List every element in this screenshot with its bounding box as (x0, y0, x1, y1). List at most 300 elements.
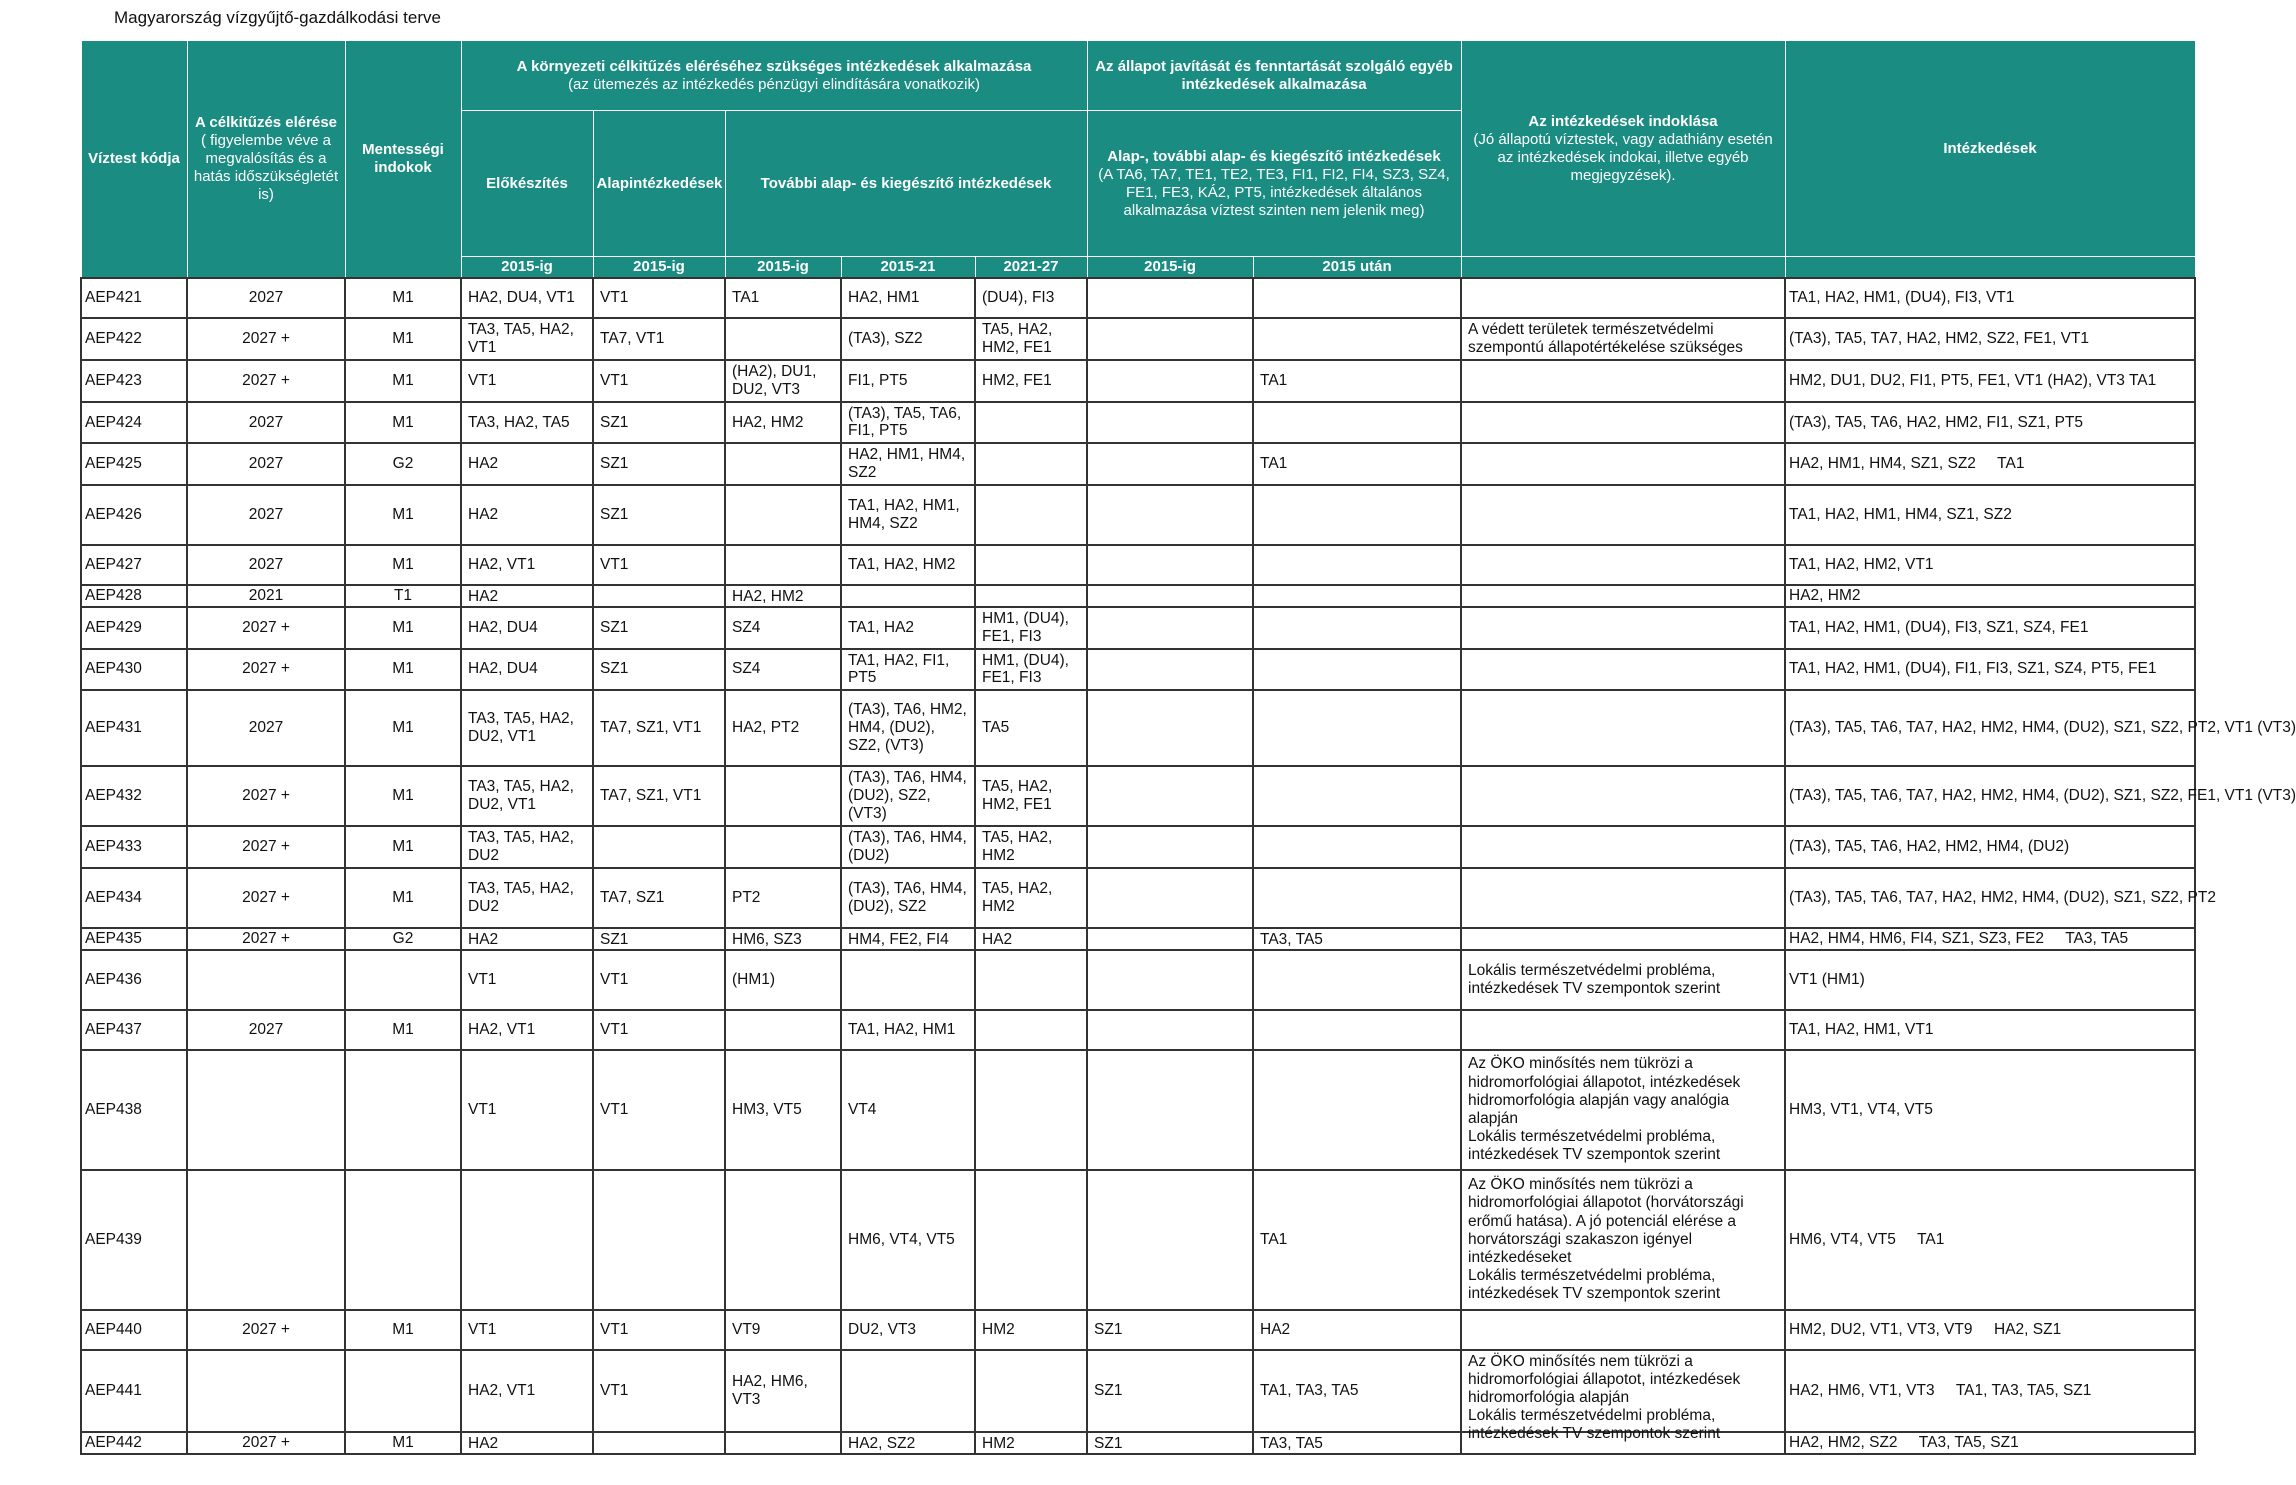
table-row (81, 766, 2195, 826)
further-2021-27-cell (975, 402, 1087, 444)
measures-summary-cell: TA1, HA2, HM1, (DU4), FI3, SZ1, SZ4, FE1 (1785, 607, 2195, 649)
justification (1465, 421, 1781, 423)
table-row (81, 1170, 2195, 1310)
viztest-code-cell: AEP427 (81, 545, 187, 585)
further-2015-21: (TA3), TA6, HM4, (DU2), SZ2 (848, 879, 967, 915)
prep-2015: VT1 (468, 1320, 497, 1338)
further-2015: HM6, SZ3 (732, 930, 802, 948)
further-2015-cell (725, 1350, 841, 1432)
other-after-2015 (1257, 564, 1457, 566)
goal-year-cell: 2027 + (187, 766, 345, 826)
exemption-code-cell: M1 (345, 649, 461, 691)
prep-2015: HA2, DU4, VT1 (468, 289, 575, 307)
other-after-2015: TA1 (1260, 455, 1288, 473)
other-after-2015 (1257, 1029, 1457, 1031)
other-2015 (1091, 463, 1249, 465)
other-after-2015 (1257, 1109, 1457, 1111)
other-after-2015-cell (1253, 402, 1461, 444)
goal-year-cell: 2027 + (187, 649, 345, 691)
further-2015-21-cell (841, 485, 975, 545)
further-2015-21 (845, 979, 971, 981)
other-after-2015-cell (1253, 690, 1461, 766)
further-2015-21: HA2, HM1, HM4, SZ2 (848, 446, 966, 482)
table-row (81, 607, 2195, 649)
further-2015-21: HM6, VT4, VT5 (848, 1230, 955, 1248)
prep-2015-cell (461, 690, 593, 766)
further-2021-27-cell (975, 278, 1087, 318)
further-2015-cell (725, 928, 841, 950)
justification (1465, 1029, 1781, 1031)
measures-summary-cell: (TA3), TA5, TA6, HA2, HM2, FI1, SZ1, PT5 (1785, 402, 2195, 444)
goal-year-cell (187, 950, 345, 1010)
table-row (81, 360, 2195, 402)
further-2021-27 (979, 979, 1083, 981)
further-2021-27-cell (975, 1350, 1087, 1432)
justification-cell (1461, 1010, 1785, 1050)
other-2015 (1091, 897, 1249, 899)
measures-summary-cell: HM3, VT1, VT4, VT5 (1785, 1050, 2195, 1170)
basic-2015-cell (593, 485, 725, 545)
prep-2015-cell (461, 950, 593, 1010)
further-2015-21-cell (841, 360, 975, 402)
table-row (81, 649, 2195, 691)
basic-2015-cell (593, 1050, 725, 1170)
further-2015-21 (845, 1390, 971, 1392)
measures-summary-cell: TA1, HA2, HM1, VT1 (1785, 1010, 2195, 1050)
further-2015-21-cell (841, 766, 975, 826)
further-2015-cell (725, 1310, 841, 1350)
other-after-2015: TA1 (1260, 1230, 1288, 1248)
other-2015-cell (1087, 868, 1253, 928)
other-after-2015 (1257, 595, 1457, 597)
prep-2015-cell (461, 485, 593, 545)
other-2015-cell (1087, 545, 1253, 585)
goal-year-cell (187, 1170, 345, 1310)
further-2015-21-cell (841, 868, 975, 928)
basic-2015: SZ1 (600, 660, 629, 678)
further-2015: HA2, HM2 (732, 587, 804, 605)
further-2021-27-cell (975, 318, 1087, 360)
basic-2015-cell (593, 868, 725, 928)
further-2015-21-cell (841, 1010, 975, 1050)
goal-year-cell: 2021 (187, 585, 345, 607)
further-2021-27-cell (975, 545, 1087, 585)
further-2015-21 (845, 595, 971, 597)
other-2015-cell (1087, 585, 1253, 607)
goal-year-cell: 2027 (187, 443, 345, 485)
further-2015-cell (725, 950, 841, 1010)
other-2015-cell (1087, 950, 1253, 1010)
year-header-blank (1785, 257, 2195, 279)
other-2015 (1091, 795, 1249, 797)
further-2021-27-cell (975, 1170, 1087, 1310)
col-header-intezkedesek: Intézkedések (1785, 41, 2195, 257)
viztest-code-cell: AEP431 (81, 690, 187, 766)
exemption-code-cell: T1 (345, 585, 461, 607)
goal-year-cell: 2027 (187, 278, 345, 318)
table-row (81, 690, 2195, 766)
col-header-viztest-kodja: Víztest kódja (81, 41, 187, 279)
other-after-2015-cell (1253, 649, 1461, 691)
justification-cell (1461, 485, 1785, 545)
col-group-allapot: Az állapot javítását és fenntartását szolgáló egyéb intézkedések alkalmazása (1087, 41, 1461, 111)
justification-cell (1461, 545, 1785, 585)
basic-2015-cell (593, 1350, 725, 1432)
measures-summary-cell: (TA3), TA5, TA6, HA2, HM2, HM4, (DU2) (1785, 826, 2195, 868)
other-2015-cell (1087, 1310, 1253, 1350)
other-2015-cell (1087, 766, 1253, 826)
basic-2015: VT1 (600, 1320, 629, 1338)
goal-year-cell: 2027 + (187, 607, 345, 649)
further-2021-27-cell (975, 485, 1087, 545)
alap-tovabbi-subtitle: (A TA6, TA7, TE1, TE2, TE3, FI1, FI2, FI4, SZ3, SZ4, FE1, FE3, KÁ2, PT5, intézkedések általános alkalmazása víztest szinten nem jelenik meg) (1098, 165, 1450, 219)
year-header: 2015-21 (841, 257, 975, 279)
goal-year-cell: 2027 (187, 402, 345, 444)
viztest-code-cell: AEP440 (81, 1310, 187, 1350)
other-2015-cell (1087, 443, 1253, 485)
further-2021-27 (979, 1029, 1083, 1031)
other-after-2015-cell (1253, 1350, 1461, 1432)
basic-2015: SZ1 (600, 930, 629, 948)
other-after-2015 (1257, 668, 1457, 670)
further-2021-27 (979, 1390, 1083, 1392)
table-row (81, 1050, 2195, 1170)
measures-summary-cell: TA1, HA2, HM1, (DU4), FI3, VT1 (1785, 278, 2195, 318)
other-2015-cell (1087, 1350, 1253, 1432)
justification-cell (1461, 950, 1785, 1010)
further-2015-21: HM4, FE2, FI4 (848, 930, 949, 948)
celkituzes-title: A célkitűzés elérése (194, 114, 338, 131)
prep-2015: HA2, DU4 (468, 618, 538, 636)
other-2015-cell (1087, 318, 1253, 360)
viztest-code-cell: AEP441 (81, 1350, 187, 1432)
further-2015-cell (725, 318, 841, 360)
kornyezeti-title: A környezeti célkitűzés eléréséhez szükséges intézkedések alkalmazása (516, 57, 1032, 75)
other-2015 (1091, 1029, 1249, 1031)
prep-2015: TA3, TA5, HA2, DU2, VT1 (468, 778, 574, 814)
prep-2015: TA3, TA5, HA2, DU2, VT1 (468, 710, 574, 746)
further-2021-27: (DU4), FI3 (982, 289, 1055, 307)
other-after-2015-cell (1253, 826, 1461, 868)
further-2015-21-cell (841, 318, 975, 360)
measures-summary-cell: VT1 (HM1) (1785, 950, 2195, 1010)
prep-2015: HA2 (468, 587, 499, 605)
further-2015-21: TA1, HA2 (848, 618, 915, 636)
table-row (81, 402, 2195, 444)
other-after-2015-cell (1253, 278, 1461, 318)
further-2015 (729, 514, 837, 516)
celkituzes-subtitle: ( figyelembe véve a megvalósítás és a hatás időszükségletét is) (193, 132, 339, 203)
further-2015-21-cell (841, 1432, 975, 1454)
viztest-code-cell: AEP430 (81, 649, 187, 691)
measures-summary-cell: HA2, HM2, SZ2 TA3, TA5, SZ1 (1785, 1432, 2195, 1454)
other-after-2015: TA3, TA5 (1260, 930, 1323, 948)
further-2021-27-cell (975, 950, 1087, 1010)
further-2015: HA2, HM2 (732, 413, 804, 431)
goal-year-cell: 2027 + (187, 826, 345, 868)
other-after-2015-cell (1253, 318, 1461, 360)
further-2015-21: (TA3), TA6, HM4, (DU2) (848, 829, 967, 864)
prep-2015: HA2, VT1 (468, 1381, 536, 1399)
further-2015: HA2, PT2 (732, 719, 800, 737)
table-row (81, 950, 2195, 1010)
further-2015-21-cell (841, 1350, 975, 1432)
justification (1465, 463, 1781, 465)
further-2021-27: TA5, HA2, HM2, FE1 (982, 321, 1053, 356)
further-2015: HM3, VT5 (732, 1100, 802, 1118)
basic-2015 (597, 1442, 721, 1444)
justification-cell (1461, 318, 1785, 360)
further-2021-27-cell (975, 1310, 1087, 1350)
col-header-mentessegi: Mentességi indokok (345, 41, 461, 279)
justification (1465, 897, 1781, 899)
further-2015-cell (725, 607, 841, 649)
prep-2015: HA2, VT1 (468, 1020, 536, 1038)
further-2021-27-cell (975, 360, 1087, 402)
further-2021-27-cell (975, 585, 1087, 607)
justification (1465, 1329, 1781, 1331)
justification (1465, 668, 1781, 670)
further-2021-27-cell (975, 868, 1087, 928)
prep-2015-cell (461, 1050, 593, 1170)
year-header: 2015-ig (593, 257, 725, 279)
other-after-2015: HA2 (1260, 1320, 1291, 1338)
other-2015 (1091, 338, 1249, 340)
other-2015 (1091, 846, 1249, 848)
further-2015-cell (725, 485, 841, 545)
basic-2015-cell (593, 278, 725, 318)
other-after-2015: TA1 (1260, 371, 1288, 389)
other-2015 (1091, 564, 1249, 566)
prep-2015 (465, 1239, 589, 1241)
other-after-2015-cell (1253, 443, 1461, 485)
basic-2015-cell (593, 607, 725, 649)
prep-2015: VT1 (468, 371, 497, 389)
exemption-code-cell: M1 (345, 826, 461, 868)
table-header (81, 41, 2195, 279)
basic-2015 (597, 846, 721, 848)
justification-cell (1461, 278, 1785, 318)
year-header: 2015-ig (461, 257, 593, 279)
col-group-kornyezeti (461, 41, 1087, 111)
basic-2015-cell (593, 1432, 725, 1454)
further-2021-27-cell (975, 690, 1087, 766)
further-2015-21-cell (841, 278, 975, 318)
table-row (81, 545, 2195, 585)
other-2015: SZ1 (1094, 1320, 1123, 1338)
further-2015-cell (725, 766, 841, 826)
basic-2015-cell (593, 1010, 725, 1050)
table-row (81, 1310, 2195, 1350)
other-after-2015 (1257, 727, 1457, 729)
other-after-2015-cell (1253, 607, 1461, 649)
further-2015: SZ4 (732, 660, 761, 678)
justification-cell (1461, 1050, 1785, 1170)
other-2015 (1091, 595, 1249, 597)
prep-2015-cell (461, 1350, 593, 1432)
exemption-code-cell: M1 (345, 766, 461, 826)
other-2015 (1091, 979, 1249, 981)
other-after-2015-cell (1253, 545, 1461, 585)
basic-2015-cell (593, 826, 725, 868)
other-after-2015-cell (1253, 1310, 1461, 1350)
other-2015-cell (1087, 649, 1253, 691)
further-2015-cell (725, 1050, 841, 1170)
prep-2015-cell (461, 360, 593, 402)
prep-2015-cell (461, 443, 593, 485)
basic-2015: SZ1 (600, 413, 629, 431)
further-2015 (729, 1239, 837, 1241)
further-2015-21: FI1, PT5 (848, 371, 908, 389)
exemption-code-cell: M1 (345, 1310, 461, 1350)
further-2021-27: TA5 (982, 719, 1010, 737)
basic-2015-cell (593, 318, 725, 360)
justification (1465, 1442, 1781, 1444)
prep-2015-cell (461, 826, 593, 868)
justification: Az ÖKO minősítés nem tükrözi a hidromorfológiai állapotot, intézkedések hidromorfológia alapján vagy analógia alapján Lokális természetvédelmi probléma, intézkedések TV szempontok szerint (1468, 1055, 1741, 1163)
justification (1465, 595, 1781, 597)
further-2015-21: TA1, HA2, HM1, HM4, SZ2 (848, 497, 960, 532)
other-after-2015 (1257, 846, 1457, 848)
justification (1465, 627, 1781, 629)
col-header-indoklas (1461, 41, 1785, 257)
other-2015-cell (1087, 278, 1253, 318)
further-2021-27: HM1, (DU4), FE1, FI3 (982, 609, 1069, 645)
other-after-2015: TA3, TA5 (1260, 1434, 1323, 1452)
further-2021-27 (979, 595, 1083, 597)
other-after-2015 (1257, 979, 1457, 981)
further-2021-27: HM2 (982, 1320, 1015, 1338)
other-2015 (1091, 380, 1249, 382)
basic-2015-cell (593, 649, 725, 691)
justification-cell (1461, 690, 1785, 766)
further-2015-cell (725, 826, 841, 868)
further-2015-21-cell (841, 950, 975, 1010)
further-2015 (729, 338, 837, 340)
further-2021-27: HM2, FE1 (982, 371, 1052, 389)
viztest-code-cell: AEP423 (81, 360, 187, 402)
measures-summary-cell: HA2, HM1, HM4, SZ1, SZ2 TA1 (1785, 443, 2195, 485)
justification-cell (1461, 1432, 1785, 1454)
further-2015 (729, 463, 837, 465)
other-2015 (1091, 421, 1249, 423)
further-2021-27-cell (975, 443, 1087, 485)
exemption-code-cell: M1 (345, 545, 461, 585)
justification-cell (1461, 585, 1785, 607)
further-2015-cell (725, 443, 841, 485)
other-2015-cell (1087, 402, 1253, 444)
further-2015-21-cell (841, 585, 975, 607)
indoklas-subtitle: (Jó állapotú víztestek, vagy adathiány esetén az intézkedések indokai, illetve egyéb megjegyzések). (1473, 130, 1773, 184)
table-row (81, 1010, 2195, 1050)
further-2015-21: TA1, HA2, HM1 (848, 1020, 956, 1038)
prep-2015-cell (461, 868, 593, 928)
other-2015-cell (1087, 360, 1253, 402)
other-after-2015 (1257, 795, 1457, 797)
kornyezeti-subtitle: (az ütemezés az intézkedés pénzügyi elindítására vonatkozik) (568, 75, 980, 93)
goal-year-cell (187, 1050, 345, 1170)
exemption-code-cell: M1 (345, 607, 461, 649)
further-2021-27: TA5, HA2, HM2 (982, 829, 1053, 864)
exemption-code-cell: M1 (345, 690, 461, 766)
basic-2015: SZ1 (600, 505, 629, 523)
other-2015 (1091, 668, 1249, 670)
other-2015 (1091, 627, 1249, 629)
other-2015-cell (1087, 1170, 1253, 1310)
basic-2015: VT1 (600, 970, 629, 988)
exemption-code-cell (345, 950, 461, 1010)
further-2015-21: DU2, VT3 (848, 1320, 917, 1338)
justification: Lokális természetvédelmi probléma, intézkedések TV szempontok szerint (1468, 961, 1721, 997)
further-2015-21-cell (841, 649, 975, 691)
exemption-code-cell: G2 (345, 443, 461, 485)
basic-2015: SZ1 (600, 455, 629, 473)
other-after-2015: TA1, TA3, TA5 (1260, 1381, 1359, 1399)
measures-summary-cell: (TA3), TA5, TA6, TA7, HA2, HM2, HM4, (DU2), SZ1, SZ2, FE1, VT1 (VT3) (1785, 766, 2195, 826)
exemption-code-cell: M1 (345, 1432, 461, 1454)
prep-2015: HA2 (468, 930, 499, 948)
exemption-code-cell: M1 (345, 868, 461, 928)
further-2015-21: (TA3), SZ2 (848, 330, 923, 348)
basic-2015: TA7, SZ1, VT1 (600, 719, 702, 737)
further-2015-21: (TA3), TA5, TA6, FI1, PT5 (848, 404, 962, 440)
further-2015-21: TA1, HA2, FI1, PT5 (848, 651, 950, 687)
further-2015-21-cell (841, 826, 975, 868)
justification-cell (1461, 649, 1785, 691)
basic-2015-cell (593, 585, 725, 607)
prep-2015-cell (461, 402, 593, 444)
goal-year-cell: 2027 + (187, 868, 345, 928)
col-header-elokeszites: Előkészítés (461, 111, 593, 257)
other-2015 (1091, 727, 1249, 729)
further-2021-27-cell (975, 928, 1087, 950)
prep-2015: VT1 (468, 1100, 497, 1118)
further-2021-27 (979, 1239, 1083, 1241)
other-2015-cell (1087, 485, 1253, 545)
justification: Az ÖKO minősítés nem tükrözi a hidromorfológiai állapotot (horvátországi erőmű hatása). A jó potenciál elérése a horvátországi szakaszon igényel intézkedéseket Lokális természetvédelmi probléma, intézkedések TV szempontok szerint (1468, 1176, 1744, 1303)
prep-2015: HA2 (468, 455, 499, 473)
basic-2015: TA7, VT1 (600, 330, 665, 348)
further-2021-27-cell (975, 649, 1087, 691)
prep-2015-cell (461, 585, 593, 607)
basic-2015-cell (593, 443, 725, 485)
other-2015-cell (1087, 1010, 1253, 1050)
justification (1465, 846, 1781, 848)
viztest-code-cell: AEP421 (81, 278, 187, 318)
further-2021-27 (979, 421, 1083, 423)
table-row (81, 826, 2195, 868)
justification-cell (1461, 928, 1785, 950)
further-2015-cell (725, 585, 841, 607)
measures-summary-cell: HM2, DU2, VT1, VT3, VT9 HA2, SZ1 (1785, 1310, 2195, 1350)
further-2015-21-cell (841, 1050, 975, 1170)
other-2015-cell (1087, 1432, 1253, 1454)
further-2015: HA2, HM6, VT3 (732, 1372, 808, 1408)
basic-2015-cell (593, 545, 725, 585)
viztest-code-cell: AEP425 (81, 443, 187, 485)
table-row (81, 868, 2195, 928)
measures-summary-cell: HA2, HM4, HM6, FI4, SZ1, SZ3, FE2 TA3, TA5 (1785, 928, 2195, 950)
justification (1465, 380, 1781, 382)
justification-cell (1461, 1310, 1785, 1350)
other-2015-cell (1087, 1050, 1253, 1170)
measures-summary-cell: HM2, DU1, DU2, FI1, PT5, FE1, VT1 (HA2), VT3 TA1 (1785, 360, 2195, 402)
further-2021-27 (979, 1109, 1083, 1111)
other-2015 (1091, 1109, 1249, 1111)
other-after-2015-cell (1253, 950, 1461, 1010)
further-2015-21-cell (841, 545, 975, 585)
further-2015-21-cell (841, 1170, 975, 1310)
